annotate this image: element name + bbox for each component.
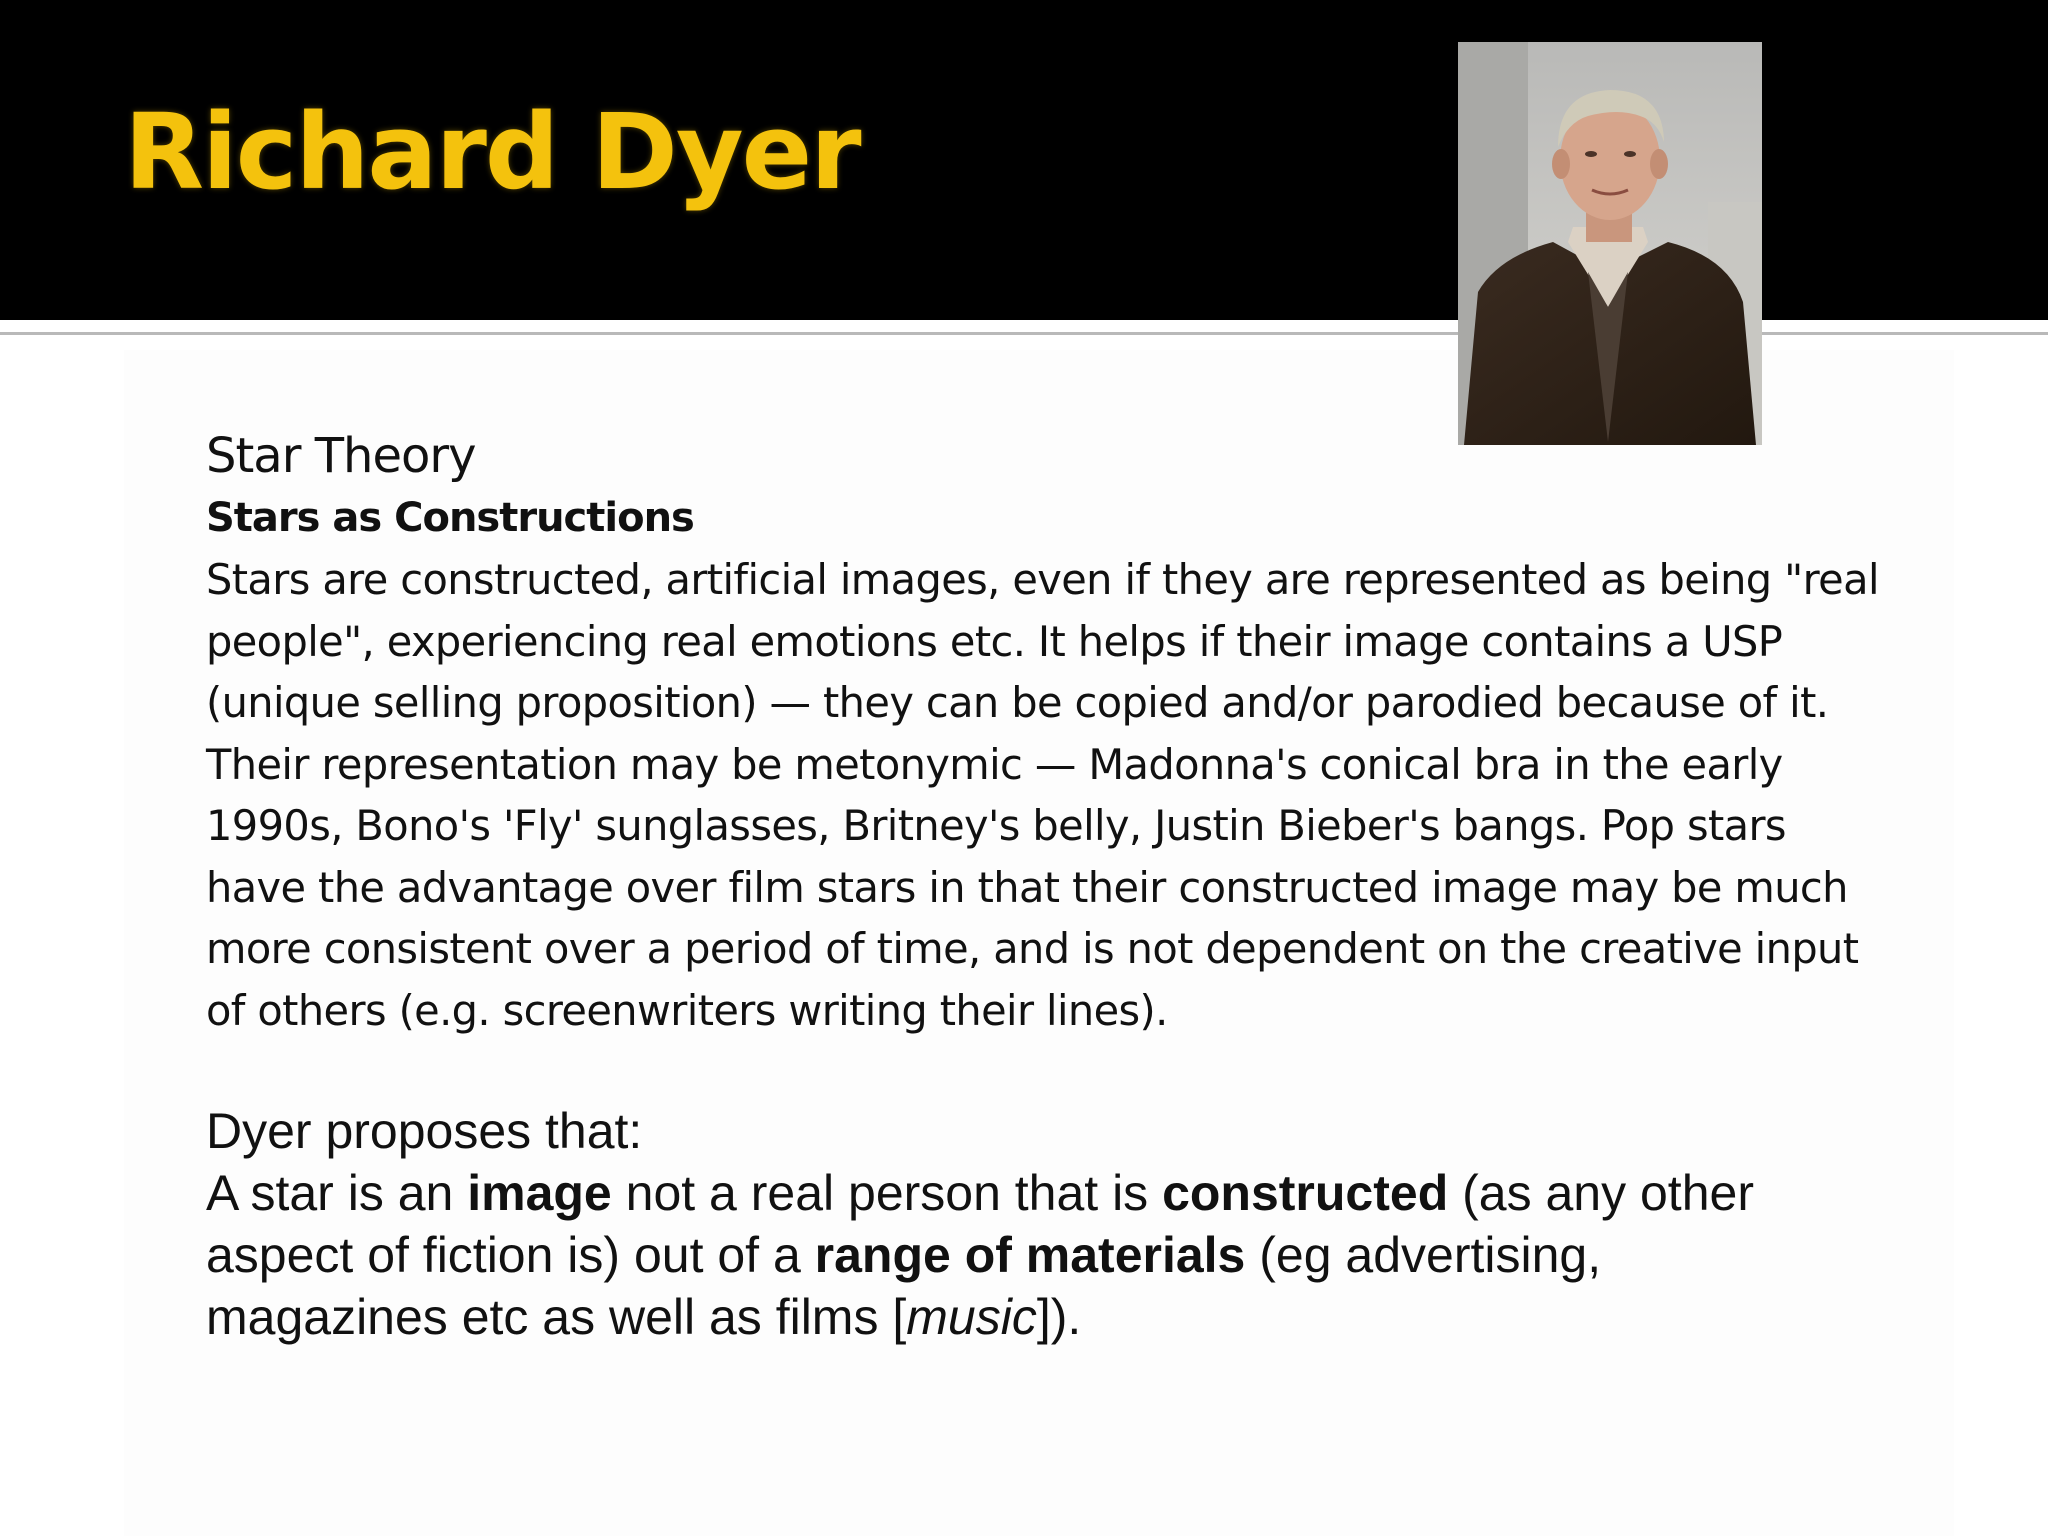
portrait-photo [1458, 42, 1762, 445]
paragraph-line: of others (e.g. screenwriters writing their lines). [206, 985, 1168, 1035]
emphasis-range-of-materials: range of materials [814, 1227, 1246, 1283]
paragraph [206, 549, 1946, 1041]
subheading: Star Theory [206, 428, 476, 484]
paragraph-line: people", experiencing real emotions etc. It helps if their image contains a USP [206, 616, 1783, 666]
text-run: (as any other [1448, 1165, 1754, 1221]
text-run: (eg advertising, [1245, 1227, 1602, 1283]
paragraph-line: (unique selling proposition) — they can be copied and/or parodied because of it. [206, 678, 1829, 727]
dyer-line [206, 1286, 1946, 1348]
section-heading: Stars as Constructions [206, 495, 694, 541]
paragraph-line: have the advantage over film stars in that their constructed image may be much [206, 862, 1848, 912]
dyer-heading: Dyer proposes that: [206, 1103, 643, 1159]
text-run: A star is an [206, 1165, 468, 1221]
emphasis-music: music [906, 1289, 1037, 1345]
dyer-line [206, 1162, 1946, 1224]
dyer-line [206, 1224, 1946, 1286]
slide-title: Richard Dyer [124, 91, 860, 213]
text-run: not a real person that is [611, 1165, 1163, 1221]
body-text [206, 425, 1946, 1041]
emphasis-constructed: constructed [1162, 1165, 1449, 1221]
paragraph-line: 1990s, Bono's 'Fly' sunglasses, Britney's belly, Justin Bieber's bangs. Pop stars [206, 801, 1786, 850]
text-run: magazines etc as well as films [ [206, 1289, 907, 1345]
paragraph-line: Stars are constructed, artificial images, even if they are represented as being "real [206, 555, 1879, 604]
text-run: ]). [1036, 1289, 1082, 1345]
dyer-paragraph [206, 1162, 1946, 1348]
text-run: aspect of fiction is) out of a [206, 1227, 815, 1283]
paragraph-line: Their representation may be metonymic — Madonna's conical bra in the early [206, 739, 1783, 789]
paragraph-line: more consistent over a period of time, and is not dependent on the creative input [206, 924, 1859, 973]
dyer-proposal [206, 1100, 1946, 1348]
emphasis-image: image [467, 1165, 612, 1221]
